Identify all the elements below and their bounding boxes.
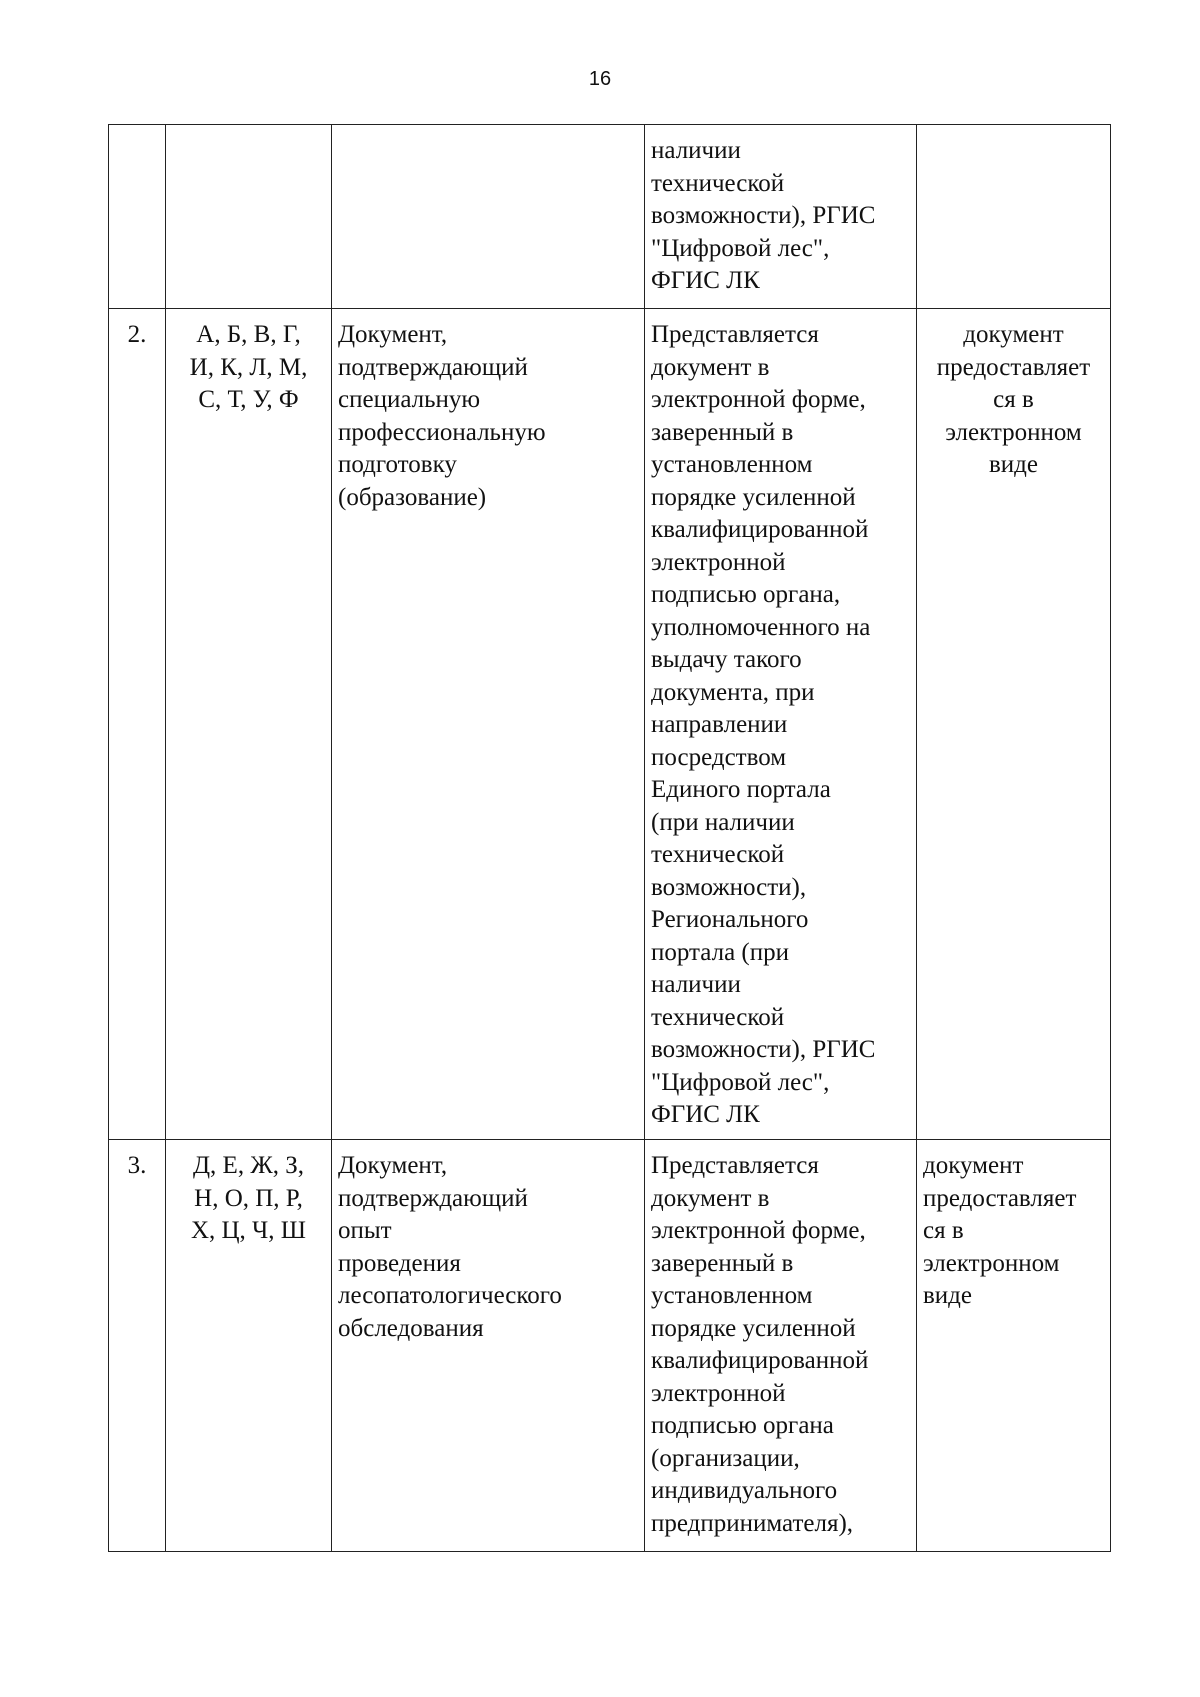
cell-text-line: электронной — [651, 1379, 786, 1407]
status-cell — [917, 1140, 1111, 1552]
document-cell — [332, 309, 645, 1140]
letters-cell — [166, 309, 332, 1140]
cell-text-line: "Цифровой лес", — [651, 234, 830, 262]
cell-text-line: технической — [651, 841, 785, 868]
cell-text-line: профессиональную — [338, 418, 546, 446]
cell-text-line: квалифицированной — [651, 516, 869, 543]
cell-text-line: Документ, — [338, 321, 448, 348]
cell-text-line: квалифицированной — [651, 1347, 869, 1374]
cell-text-line: электронном — [923, 1249, 1060, 1277]
row-number-cell — [109, 1140, 166, 1552]
letters-cell — [166, 125, 332, 309]
cell-text-line: Регионального — [651, 906, 809, 933]
cell-text-line: электронной форме, — [651, 1217, 866, 1244]
cell-text-line: виде — [989, 451, 1038, 478]
cell-text-line: документ — [963, 321, 1064, 348]
document-table — [108, 124, 1111, 1552]
cell-text-line: "Цифровой лес", — [651, 1068, 830, 1096]
cell-text-line: наличии — [651, 971, 741, 998]
cell-text-line: специальную — [338, 386, 481, 413]
cell-text-line: Единого портала — [651, 776, 831, 803]
table-row-continuation — [109, 125, 1111, 309]
cell-text-line: предоставляет — [923, 1184, 1077, 1212]
document-cell — [332, 125, 645, 309]
method-cell — [645, 125, 917, 309]
cell-text-line: Представляется — [651, 321, 819, 348]
row-number-cell — [109, 125, 166, 309]
cell-text-line: порядке усиленной — [651, 483, 856, 511]
cell-text-line: документ — [923, 1152, 1024, 1179]
cell-text-line: технической — [651, 169, 785, 197]
cell-text-line: С, Т, У, Ф — [198, 386, 299, 413]
method-cell — [645, 1140, 917, 1552]
cell-text-line: (организации, — [651, 1444, 800, 1472]
cell-text-line: подтверждающий — [338, 353, 528, 381]
cell-text-line: возможности), РГИС — [651, 1036, 876, 1063]
cell-text-line: предоставляет — [936, 353, 1091, 381]
cell-text-line: электронном — [945, 418, 1082, 446]
cell-text-line: подписью органа — [651, 1412, 834, 1439]
cell-text-line: виде — [923, 1282, 972, 1309]
cell-text-line: установленном — [651, 1282, 813, 1309]
cell-text-line: Д, Е, Ж, З, — [193, 1152, 304, 1179]
cell-text-line: 2. — [127, 321, 147, 348]
cell-text-line: документа, при — [651, 678, 815, 706]
cell-text-line: электронной форме, — [651, 386, 866, 413]
method-cell — [645, 309, 917, 1140]
cell-text-line: Х, Ц, Ч, Ш — [190, 1217, 307, 1244]
cell-text-line: заверенный в — [651, 1249, 794, 1277]
cell-text-line: документ в — [651, 1184, 770, 1212]
cell-text-line: возможности), РГИС — [651, 202, 876, 229]
cell-text-line: ФГИС ЛК — [651, 267, 760, 294]
cell-text-line: (образование) — [338, 483, 487, 511]
document-cell — [332, 1140, 645, 1552]
cell-text-line: посредством — [651, 743, 787, 771]
row-number-cell — [109, 309, 166, 1140]
cell-text-line: предпринимателя), — [651, 1509, 854, 1537]
cell-text-line: уполномоченного на — [651, 613, 871, 641]
cell-text-line: документ в — [651, 353, 770, 381]
cell-text-line: индивидуального — [651, 1477, 838, 1504]
cell-text-line: ся в — [923, 1217, 964, 1244]
letters-cell — [166, 1140, 332, 1552]
cell-text-line: И, К, Л, М, — [189, 353, 308, 381]
cell-text-line: А, Б, В, Г, — [196, 321, 301, 348]
cell-text-line: обследования — [338, 1314, 484, 1342]
table-row-2 — [109, 309, 1111, 1140]
cell-text-line: лесопатологического — [338, 1282, 562, 1309]
cell-text-line: проведения — [338, 1249, 461, 1277]
cell-text-line: подготовку — [338, 451, 457, 478]
cell-text-line: ся в — [993, 386, 1034, 413]
cell-text-line: (при наличии — [651, 808, 795, 836]
cell-text-line: наличии — [651, 137, 741, 164]
cell-text-line: Н, О, П, Р, — [194, 1184, 303, 1212]
cell-text-line: Представляется — [651, 1152, 819, 1179]
cell-text-line: порядке усиленной — [651, 1314, 856, 1342]
cell-text-line: ФГИС ЛК — [651, 1101, 760, 1128]
page-number: 16 — [588, 68, 612, 90]
cell-text-line: возможности), — [651, 873, 807, 901]
cell-text-line: технической — [651, 1003, 785, 1031]
cell-text-line: заверенный в — [651, 418, 794, 446]
cell-text-line: электронной — [651, 548, 786, 576]
cell-text-line: направлении — [651, 711, 788, 738]
cell-text-line: Документ, — [338, 1152, 448, 1179]
cell-text-line: портала (при — [651, 938, 790, 966]
cell-text-line: установленном — [651, 451, 813, 478]
cell-text-line: 3. — [127, 1152, 147, 1179]
cell-text-line: подтверждающий опыт — [338, 1184, 528, 1244]
cell-text-line: выдачу такого — [651, 646, 802, 673]
status-cell — [917, 309, 1111, 1140]
table-row-3 — [109, 1140, 1111, 1552]
status-cell — [917, 125, 1111, 309]
cell-text-line: подписью органа, — [651, 581, 841, 608]
